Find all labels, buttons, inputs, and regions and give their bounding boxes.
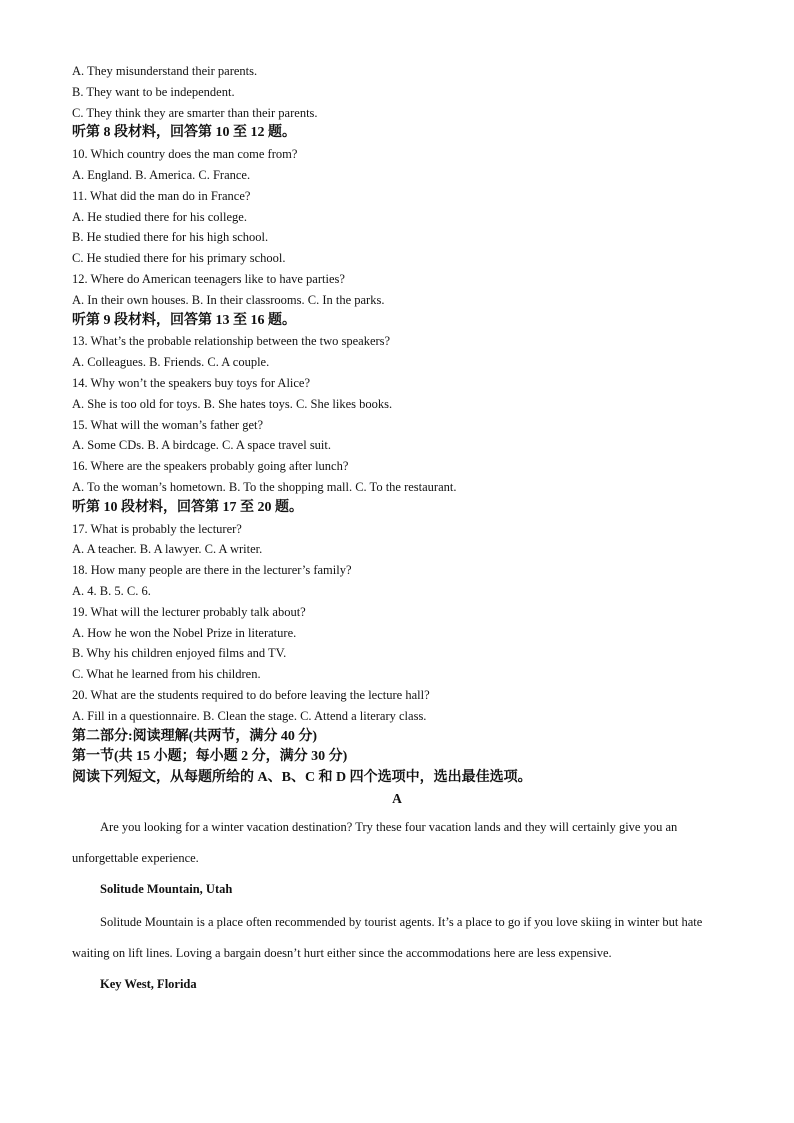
question-line: A. Some CDs. B. A birdcage. C. A space travel suit. bbox=[72, 438, 332, 453]
question-line: B. Why his children enjoyed films and TV. bbox=[72, 646, 287, 661]
passage-intro: Are you looking for a winter vacation destination? Try these four vacation lands and they will certainly give you an unforgettable experience. bbox=[72, 819, 678, 865]
question-line: 17. What is probably the lecturer? bbox=[72, 521, 242, 536]
section-heading: Solitude Mountain, Utah bbox=[100, 881, 233, 896]
document-page bbox=[72, 61, 722, 1000]
question-line: 16. Where are the speakers probably going after lunch? bbox=[72, 459, 349, 474]
question-line: A. Colleagues. B. Friends. C. A couple. bbox=[72, 355, 270, 370]
question-line: 19. What will the lecturer probably talk about? bbox=[72, 604, 306, 619]
question-line: B. He studied there for his high school. bbox=[72, 230, 269, 245]
question-line: 11. What did the man do in France? bbox=[72, 188, 251, 203]
question-line: C. He studied there for his primary school. bbox=[72, 251, 286, 266]
question-line: 12. Where do American teenagers like to have parties? bbox=[72, 271, 345, 286]
question-line: A. To the woman’s hometown. B. To the shopping mall. C. To the restaurant. bbox=[72, 479, 457, 494]
section-heading: Key West, Florida bbox=[100, 976, 197, 991]
section-instruction: 阅读下列短文，从每题所给的 A、B、C 和 D 四个选项中，选出最佳选项。 bbox=[72, 770, 532, 786]
question-line: A. England. B. America. C. France. bbox=[72, 167, 251, 182]
question-line: 10. Which country does the man come from? bbox=[72, 147, 298, 162]
question-line: A. A teacher. B. A lawyer. C. A writer. bbox=[72, 542, 263, 557]
question-line: A. In their own houses. B. In their classrooms. C. In the parks. bbox=[72, 292, 385, 307]
question-line: A. Fill in a questionnaire. B. Clean the stage. C. Attend a literary class. bbox=[72, 708, 427, 723]
question-line: 13. What’s the probable relationship between the two speakers? bbox=[72, 334, 391, 349]
section-instruction: 第一节(共 15 小题；每小题 2 分，满分 30 分) bbox=[72, 749, 348, 765]
question-list bbox=[72, 61, 722, 789]
question-line: C. What he learned from his children. bbox=[72, 667, 261, 682]
question-line: B. They want to be independent. bbox=[72, 84, 235, 99]
section-instruction: 听第 8 段材料，回答第 10 至 12 题。 bbox=[72, 125, 296, 141]
question-line: 18. How many people are there in the lecturer’s family? bbox=[72, 563, 352, 578]
section-text: Solitude Mountain is a place often recommended by tourist agents. It’s a place to go if you love skiing in winter but hate waiting on lift lines. Loving a bargain doesn’t hurt either since the accommodations here are less expensive. bbox=[72, 914, 703, 960]
question-line: 14. Why won’t the speakers buy toys for Alice? bbox=[72, 375, 311, 390]
section-instruction: 听第 10 段材料，回答第 17 至 20 题。 bbox=[72, 499, 303, 515]
passage-letter: A bbox=[392, 790, 402, 806]
question-line: A. 4. B. 5. C. 6. bbox=[72, 583, 151, 598]
question-line: A. How he won the Nobel Prize in literature. bbox=[72, 625, 297, 640]
section-instruction: 第二部分:阅读理解(共两节，满分 40 分) bbox=[72, 728, 317, 744]
question-line: 15. What will the woman’s father get? bbox=[72, 417, 264, 432]
question-line: C. They think they are smarter than their parents. bbox=[72, 105, 318, 120]
question-line: 20. What are the students required to do before leaving the lecture hall? bbox=[72, 687, 430, 702]
section-instruction: 听第 9 段材料，回答第 13 至 16 题。 bbox=[72, 312, 296, 328]
question-line: A. They misunderstand their parents. bbox=[72, 64, 258, 78]
question-line: A. She is too old for toys. B. She hates toys. C. She likes books. bbox=[72, 396, 393, 411]
question-line: A. He studied there for his college. bbox=[72, 209, 247, 224]
